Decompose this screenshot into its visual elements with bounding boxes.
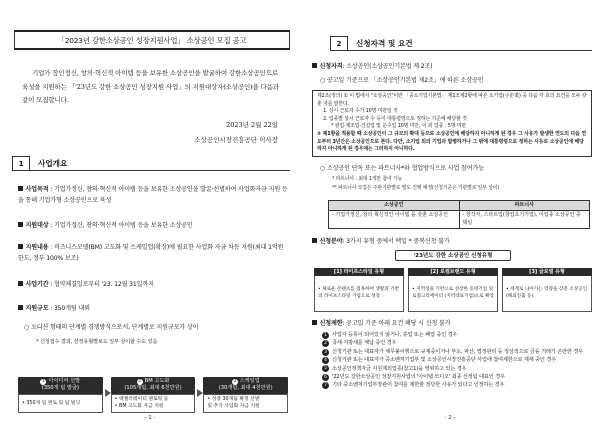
section-title: 신청자격 및 요건 bbox=[348, 36, 592, 51]
list-item: 4 신청기관 또는 대표자가 중소벤처기업부 및 소상공인시장진흥공단 사업에 참여제한으로 제재 중인 경우 bbox=[322, 356, 592, 364]
item-eligibility: 신청자격: 소상공인(소상공인기본법 제 2조) bbox=[312, 61, 592, 72]
announcement-date: 2023년 2월 22일 bbox=[226, 121, 278, 129]
list-item: 7 기타 중소벤처기업부장관이 참여를 제한할 정당한 사유가 있다고 인정하는 경우 bbox=[322, 381, 592, 389]
note-audition: ○ 오디션 형태의 단계별 경쟁방식으로서, 단계별로 지원규모가 상이 bbox=[24, 324, 199, 331]
item-scale: 지원규모 : 350개팀 내외 bbox=[18, 303, 288, 314]
number-circle-icon: 5 bbox=[322, 365, 329, 372]
number-circle-icon: 1 bbox=[42, 378, 45, 384]
type-banner: '23년도 강한 소상공인 신청유형 bbox=[395, 250, 511, 261]
page-number: - 1 - bbox=[144, 415, 156, 421]
section-number: 1 bbox=[12, 156, 30, 171]
list-item: 3 신청기관 또는 대표자가 채무불이행으로 규제중이거나 부도, 파산, 법정관리 등 정상적으로 금융 거래가 곤란한 경우 bbox=[322, 348, 592, 356]
square-bullet-icon bbox=[18, 186, 23, 191]
stage-1: 1 아이디어 선발 (350개 팀 발굴) • 350개 팀 멘토 및 팀 빌딩 bbox=[18, 377, 103, 413]
item-period: 사업기간 : 협약체결일로부터 '23. 12월 31일까지 bbox=[18, 279, 288, 290]
section-title: 사업개요 bbox=[30, 156, 290, 171]
law-excerpt-box: 제2조(정의) ① 이 법에서 "소상공인"이란 「중소기업기본법」 제2조제2항에 따른 소기업(小企業) 중 다음 각 호의 요건을 모두 갖춘 자를 말한다. 1. 상시 근로자 수가 10명 미만일 것 2. 업종별 상시 근로자 수 등이 대통령령으로 정하는 기준에 해당할 것 * 광업·제조업·건설업 및 운수업 10명 미만, 이 외 업종 : 5명 미만 ② 제1항을 적용할 때 소상공인이 그 규모의 확대 등으로 소상공인에 해당하지 아니하게 된 경우 그 사유가 발생한 연도의 다음 연도부터 3년간은 소상공인으로 본다. 다만, 소기업 외의 기업과 합병하거나 그 밖에 대통령령으로 정하는 사유로 소상공인에 해당하지 아니하게 된 경우에는 그러하지 아니하다. bbox=[312, 90, 592, 157]
square-bullet-icon bbox=[18, 281, 23, 286]
item-field: 신청분야: 3가지 유형 중에서 택일 * 중복신청 불가 bbox=[312, 236, 592, 247]
application-types bbox=[314, 268, 592, 312]
item-purpose: 사업목적 : 기업가정신, 창의·혁신적 아이템 등을 보유한 소상공인을 발굴·선별하여 사업화자금 지원 등을 통해 기업가형 소상공인으로 육성 bbox=[18, 186, 288, 205]
participant-table: 소상공인 파트너사 - 기업가정신, 창의·혁신적인 아이템 을 갖춘 소상공인 - 창작자, 스타트업(창업초기기업), 이업종 소상공인 중 택일 bbox=[328, 200, 590, 229]
square-bullet-icon bbox=[18, 244, 23, 249]
number-circle-icon: 2 bbox=[138, 378, 142, 384]
announcement-title: 「2023년 강한소상공인 성장지원사업」 소상공인 모집 공고 bbox=[14, 30, 290, 50]
type-lifestyle: [1] 라이프스타일 유형 • 새로운 콘텐츠를 접목하여 생활과 기반의 라이프스타일 기업으로 성장 bbox=[314, 268, 404, 312]
number-circle-icon: 7 bbox=[322, 382, 329, 389]
square-bullet-icon bbox=[312, 63, 317, 68]
number-circle-icon: 6 bbox=[322, 374, 329, 381]
type-global: [3] 글로벌 유형 • 세계로 나아가는 역량을 갖춘 소상공인 (해외진출 등) bbox=[502, 268, 592, 312]
square-bullet-icon bbox=[18, 305, 23, 310]
number-circle-icon: 2 bbox=[322, 340, 329, 347]
item-content: 지원내용 : 비즈니스모델(BM) 고도화 및 스케일업(확장)에 필요한 사업화 자금 차등 지원(최대 1억원 한도, 정부 100% 보조) bbox=[18, 244, 284, 263]
issuer: 소상공인시장진흥공단 이사장 bbox=[194, 135, 278, 144]
list-item: 6 '22년도 강한소상공인 성장지원사업의 '아이템 모디오' 최종 선정팀 대표인 경우 bbox=[322, 373, 592, 381]
type-local-brand: [2] 로컬브랜드 유형 • 지역성을 기반으로 성장한 동네기업 및 로컬크리에이터 (지역대표기업)으로 확장 bbox=[408, 268, 498, 312]
section-1-header bbox=[12, 156, 290, 171]
list-item: 2 국세·지방세를 체납 중인 경우 bbox=[322, 339, 592, 347]
stage-flow bbox=[18, 377, 288, 413]
page-number: - 2 - bbox=[444, 415, 456, 421]
list-item: 1 사업자 등록이 되어있지 않거나, 휴업 또는 폐업 중인 경우 bbox=[322, 331, 592, 339]
number-circle-icon: 1 bbox=[322, 332, 329, 339]
stage-3: 3 스케일업 (30개팀, 최대 4천만원) • 성장 30개팀 확정 선발 및 추가 사업화 자금 지원 bbox=[203, 377, 288, 413]
note-variation: * 신청접수 결과, 선정유형별로도 일부 상이할 수도 있음 bbox=[36, 339, 158, 345]
stage-2: 2 BM 고도화 (105개팀, 최대 6천만원) • 액셀러레이터 멘토링 등 • BM 고도화 자금 지원 bbox=[111, 377, 196, 413]
section-number: 2 bbox=[330, 36, 348, 51]
partner-statement: ○ 소상공인 단독 또는 파트너사*와 협업방식으로 사업 참여가능 bbox=[320, 165, 484, 172]
date-block bbox=[194, 118, 278, 148]
number-circle-icon: 3 bbox=[322, 349, 329, 356]
partner-note-1: * 파트너사 : 최대 1개만 참여 가능 bbox=[332, 176, 403, 182]
section-2-header bbox=[330, 36, 592, 51]
restriction-list bbox=[322, 331, 592, 390]
page-right bbox=[300, 0, 600, 424]
number-circle-icon: 3 bbox=[233, 378, 237, 384]
square-bullet-icon bbox=[18, 222, 23, 227]
number-circle-icon: 4 bbox=[322, 357, 329, 364]
intro-paragraph: 기업가 장인정신, 창의·혁신적 아이템 등을 보유한 소상공인을 발굴하여 강한소상공인으로 육성을 지원하는 「'23년도 강한 소상공인 성장지원 사업」의 지원대상자(소상공인)을 다음과 같이 모집합니다. bbox=[22, 69, 279, 105]
square-bullet-icon bbox=[312, 320, 317, 325]
item-restriction: 신청제한: 공고일 기준 아래 요건 해당 시 신청 불가 bbox=[312, 318, 592, 329]
eligibility-detail: ○ 공고일 기준으로 「소상공인기본법 제2조」에 따른 소상공인 bbox=[320, 77, 484, 84]
square-bullet-icon bbox=[312, 238, 317, 243]
list-item: 5 소상공인정책자금 지원제외업종(참고1)을 영위하고 있는 경우 bbox=[322, 365, 592, 373]
item-target: 지원대상 : 기업가정신, 창의·혁신적 아이템 등을 보유한 소상공인 bbox=[18, 220, 288, 231]
partner-note-2: ** 파트너사 모집은 주관기관별로 별도 진행 예정(신청기준은 기관별로 일부 상이) bbox=[332, 185, 500, 191]
